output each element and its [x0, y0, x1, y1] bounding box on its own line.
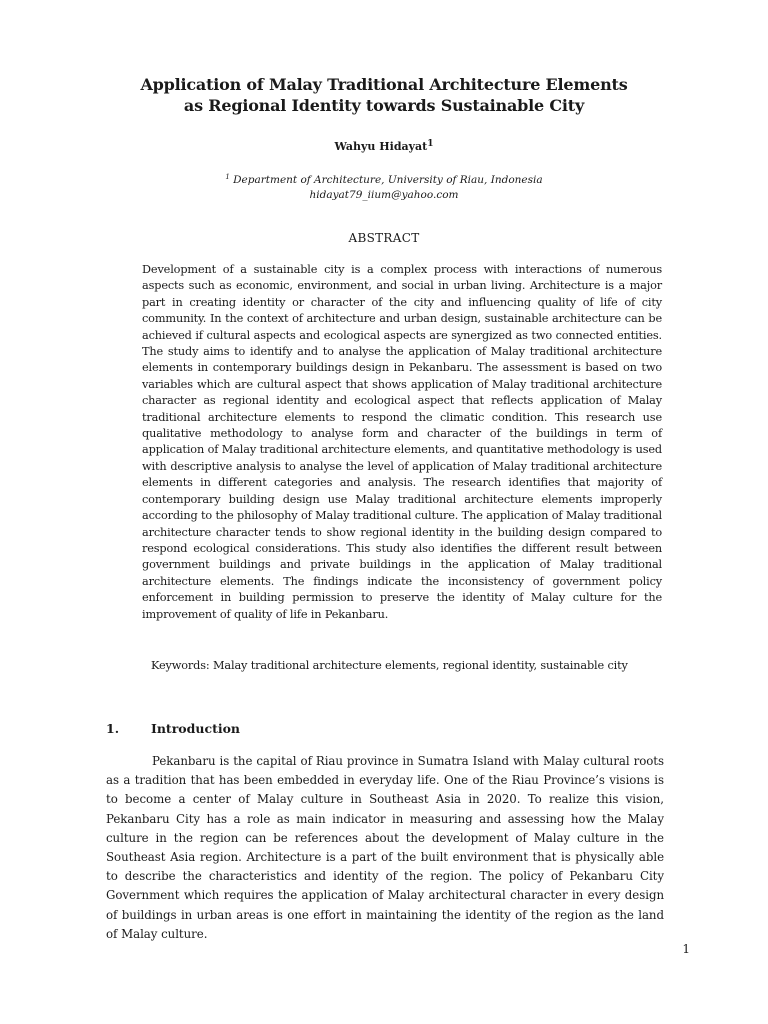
affiliation-block [100, 170, 668, 203]
title-line-2: as Regional Identity towards Sustainable City [183, 96, 585, 115]
title-line-1: Application of Malay Traditional Architecture Elements [140, 75, 628, 94]
author-affiliation-mark: 1 [427, 139, 434, 149]
abstract-text: Development of a sustainable city is a complex process with interactions of numerous aspects such as economic, environment, and social in urban living. Architecture is a major part in creating identity or character of the city and influencing quality of life of city community. In the context of architecture and urban design, sustainable architecture can be achieved if cultural aspects and ecological aspects are synergized as two connected entities. The study aims to identify and to analyse the application of Malay traditional architecture elements in contemporary buildings design in Pekanbaru. The assessment is based on two variables which are cultural aspect that shows application of Malay traditional architecture character as regional identity and ecological aspect that reflects application of Malay traditional architecture elements to respond the climatic condition. This research use qualitative methodology to analyse form and character of the buildings in term of application of Malay traditional architecture elements, and quantitative methodology is used with descriptive analysis to analyse the level of application of Malay traditional architecture elements in different categories and analysis. The research identifies that majority of contemporary building design use Malay traditional architecture elements improperly according to the philosophy of Malay traditional culture. The application of Malay traditional architecture character tends to show regional identity in the building design compared to respond ecological considerations. This study also identifies the different result between government buildings and private buildings in the application of Malay traditional architecture elements. The findings indicate the inconsistency of government policy enforcement in building permission to preserve the identity of Malay culture for the improvement of quality of life in Pekanbaru. [142, 263, 662, 621]
affiliation-text: Department of Architecture, University of Riau, Indonesia [229, 174, 543, 186]
author-line [100, 136, 668, 155]
section-heading-introduction [106, 720, 240, 738]
keywords-line: Keywords: Malay traditional architecture elements, regional identity, sustainable city [151, 659, 628, 672]
affiliation-mark: 1 [225, 173, 230, 181]
paper-title [100, 74, 668, 116]
section-title: Introduction [151, 721, 241, 736]
abstract-heading: ABSTRACT [348, 231, 420, 245]
affiliation-line [100, 170, 668, 188]
author-name: Wahyu Hidayat [334, 140, 428, 153]
author-email: hidayat79_iium@yahoo.com [309, 189, 459, 201]
page-number: 1 [682, 942, 690, 956]
section-number: 1. [106, 721, 120, 736]
introduction-paragraph: Pekanbaru is the capital of Riau province in Sumatra Island with Malay cultural roots as a tradition that has been embedded in everyday life. One of the Riau Province’s visions is to become a center of Malay culture in Southeast Asia in 2020. To realize this vision, Pekanbaru City has a role as main indicator in measuring and assessing how the Malay culture in the region can be references about the development of Malay culture in the Southeast Asia region. Architecture is a part of the built environment that is physically able to describe the characteristics and identity of the region. The policy of Pekanbaru City Government which requires the application of Malay architectural character in every design of buildings in urban areas is one effort in maintaining the identity of the region as the land of Malay culture. [106, 754, 664, 941]
